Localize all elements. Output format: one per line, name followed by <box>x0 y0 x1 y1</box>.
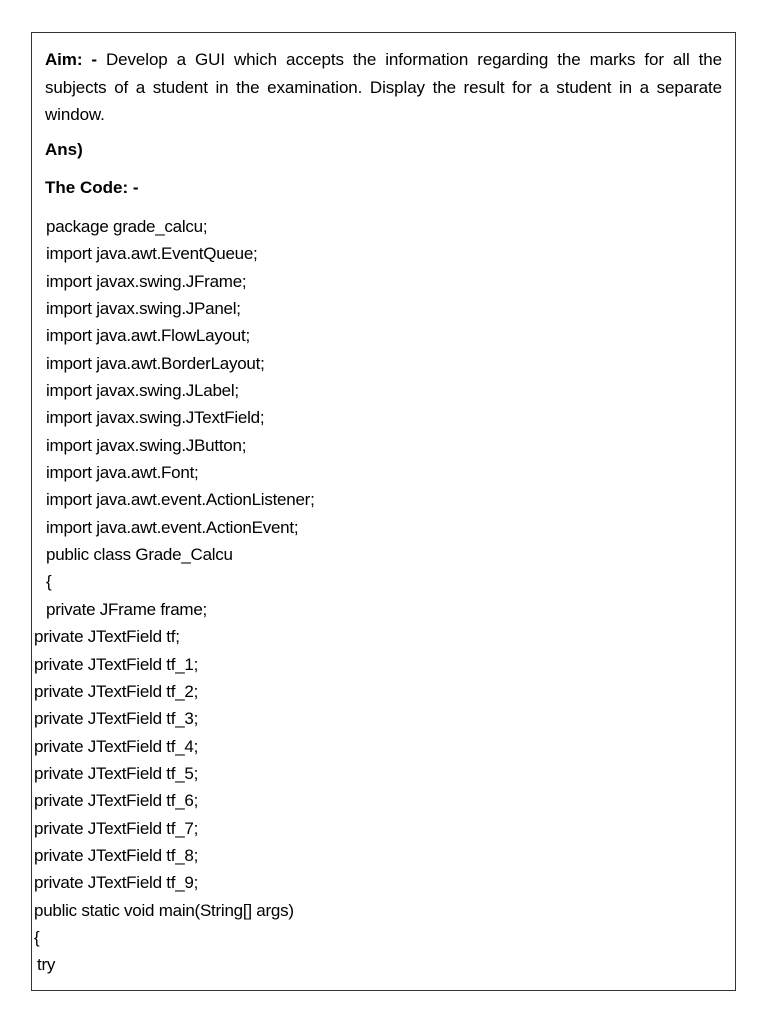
code-line: public class Grade_Calcu <box>46 545 233 565</box>
code-line: { <box>34 927 40 947</box>
code-line: private JTextField tf_8; <box>34 845 199 865</box>
code-line: private JTextField tf_2; <box>34 681 199 701</box>
code-line: public static void main(String[] args) <box>34 900 294 920</box>
code-line: import java.awt.event.ActionListener; <box>46 490 315 510</box>
code-line: private JTextField tf_1; <box>34 654 199 674</box>
code-line: import java.awt.FlowLayout; <box>46 326 250 346</box>
code-line: private JTextField tf_3; <box>34 709 199 729</box>
code-line: private JTextField tf_6; <box>34 791 199 811</box>
code-line: package grade_calcu; <box>46 217 208 236</box>
code-line: import javax.swing.JButton; <box>46 435 247 455</box>
code-line: private JTextField tf_4; <box>34 736 199 756</box>
aim-label: Aim: - <box>45 50 97 69</box>
code-line: private JTextField tf_5; <box>34 763 199 783</box>
aim-text: Develop a GUI which accepts the information regarding the marks for all the subjects of a student in the examination. Display the result for a student in a separate window. <box>45 50 722 124</box>
code-line: import javax.swing.JPanel; <box>46 299 241 319</box>
code-line: private JFrame frame; <box>46 599 208 619</box>
aim-paragraph <box>45 46 722 129</box>
code-heading: The Code: - <box>45 178 139 197</box>
code-line: private JTextField tf_9; <box>34 873 199 893</box>
code-line: import java.awt.Font; <box>46 463 199 483</box>
code-line: { <box>46 572 52 592</box>
code-line: import javax.swing.JTextField; <box>46 408 265 428</box>
code-line: import javax.swing.JFrame; <box>46 271 247 291</box>
code-line: import java.awt.EventQueue; <box>46 244 258 264</box>
code-line: try <box>37 955 56 975</box>
code-listing <box>0 213 768 979</box>
code-line: private JTextField tf_7; <box>34 818 199 838</box>
code-line: import java.awt.event.ActionEvent; <box>46 517 299 537</box>
ans-label: Ans) <box>45 140 83 159</box>
code-line: import javax.swing.JLabel; <box>46 381 239 401</box>
code-line: private JTextField tf; <box>34 627 180 647</box>
code-line: import java.awt.BorderLayout; <box>46 353 265 373</box>
